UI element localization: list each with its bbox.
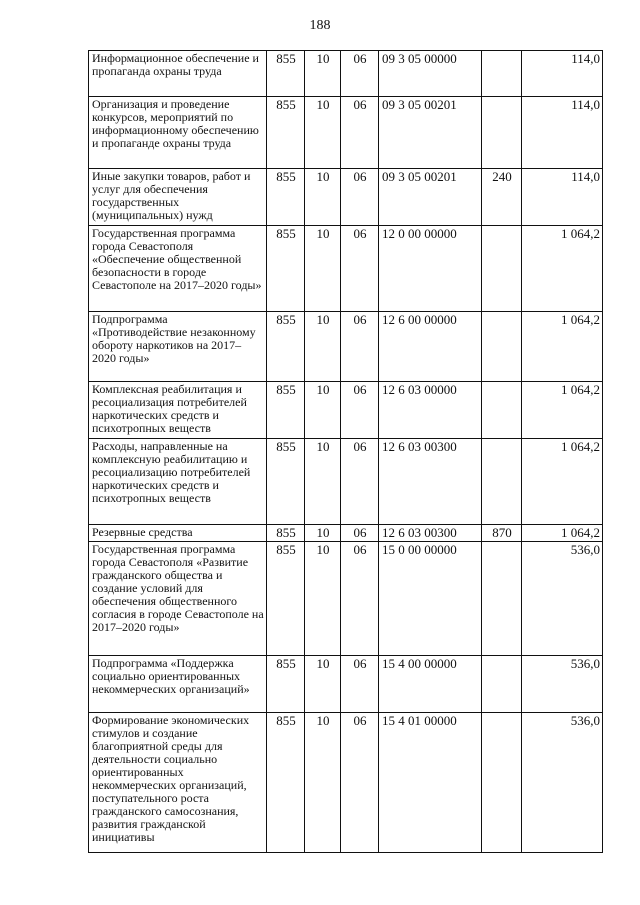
row-sum: 1 064,2	[522, 312, 603, 382]
row-name: Формирование экономических стимулов и создание благоприятной среды для деятельности социально ориентированных некоммерческих организаций, поступательного роста гражданского самосознания, развития гражданской инициативы	[89, 713, 267, 853]
row-ved: 855	[267, 656, 305, 713]
row-vr	[482, 312, 522, 382]
row-sum: 536,0	[522, 713, 603, 853]
row-name: Организация и проведение конкурсов, мероприятий по информационному обеспечению и пропаганде охраны труда	[89, 97, 267, 169]
row-pr: 06	[341, 169, 379, 226]
row-ved: 855	[267, 713, 305, 853]
row-pr: 06	[341, 713, 379, 853]
row-rz: 10	[305, 525, 341, 542]
row-vr: 870	[482, 525, 522, 542]
row-vr: 240	[482, 169, 522, 226]
row-name: Расходы, направленные на комплексную реабилитацию и ресоциализацию потребителей наркотических средств и психотропных веществ	[89, 439, 267, 525]
row-name: Иные закупки товаров, работ и услуг для обеспечения государственных (муниципальных) нужд	[89, 169, 267, 226]
row-csr: 09 3 05 00000	[379, 51, 482, 97]
row-rz: 10	[305, 97, 341, 169]
row-rz: 10	[305, 312, 341, 382]
row-rz: 10	[305, 226, 341, 312]
row-csr: 15 4 00 00000	[379, 656, 482, 713]
row-pr: 06	[341, 525, 379, 542]
row-name: Подпрограмма «Поддержка социально ориентированных некоммерческих организаций»	[89, 656, 267, 713]
row-rz: 10	[305, 382, 341, 439]
table-row	[89, 439, 603, 525]
table-row	[89, 382, 603, 439]
row-name: Государственная программа города Севастополя «Развитие гражданского общества и создание условий для обеспечения общественного согласия в городе Севастополе на 2017–2020 годы»	[89, 542, 267, 656]
row-sum: 536,0	[522, 656, 603, 713]
row-pr: 06	[341, 439, 379, 525]
row-name: Резервные средства	[89, 525, 267, 542]
row-csr: 09 3 05 00201	[379, 169, 482, 226]
row-csr: 15 4 01 00000	[379, 713, 482, 853]
row-ved: 855	[267, 525, 305, 542]
row-csr: 12 6 03 00300	[379, 439, 482, 525]
row-sum: 536,0	[522, 542, 603, 656]
page-number: 188	[309, 18, 331, 33]
table-row	[89, 97, 603, 169]
row-sum: 1 064,2	[522, 439, 603, 525]
row-vr	[482, 51, 522, 97]
row-name: Подпрограмма «Противодействие незаконному обороту наркотиков на 2017–2020 годы»	[89, 312, 267, 382]
row-pr: 06	[341, 656, 379, 713]
row-ved: 855	[267, 312, 305, 382]
row-ved: 855	[267, 97, 305, 169]
table-row	[89, 542, 603, 656]
row-pr: 06	[341, 226, 379, 312]
row-rz: 10	[305, 51, 341, 97]
row-ved: 855	[267, 439, 305, 525]
row-ved: 855	[267, 226, 305, 312]
row-sum: 114,0	[522, 169, 603, 226]
row-vr	[482, 713, 522, 853]
row-vr	[482, 656, 522, 713]
row-rz: 10	[305, 542, 341, 656]
table-row	[89, 713, 603, 853]
row-sum: 1 064,2	[522, 382, 603, 439]
row-ved: 855	[267, 542, 305, 656]
row-vr	[482, 439, 522, 525]
table-row	[89, 312, 603, 382]
row-pr: 06	[341, 542, 379, 656]
row-name: Комплексная реабилитация и ресоциализация потребителей наркотических средств и психотропных веществ	[89, 382, 267, 439]
table-row	[89, 525, 603, 542]
row-pr: 06	[341, 51, 379, 97]
row-sum: 1 064,2	[522, 525, 603, 542]
row-csr: 12 0 00 00000	[379, 226, 482, 312]
row-pr: 06	[341, 312, 379, 382]
row-ved: 855	[267, 51, 305, 97]
row-vr	[482, 226, 522, 312]
row-sum: 114,0	[522, 51, 603, 97]
row-ved: 855	[267, 169, 305, 226]
row-vr	[482, 97, 522, 169]
row-csr: 12 6 03 00300	[379, 525, 482, 542]
row-pr: 06	[341, 382, 379, 439]
row-pr: 06	[341, 97, 379, 169]
budget-table	[88, 50, 603, 853]
row-rz: 10	[305, 713, 341, 853]
row-csr: 09 3 05 00201	[379, 97, 482, 169]
table-row	[89, 656, 603, 713]
table-row	[89, 226, 603, 312]
table-row	[89, 51, 603, 97]
row-rz: 10	[305, 439, 341, 525]
row-rz: 10	[305, 169, 341, 226]
row-sum: 114,0	[522, 97, 603, 169]
row-vr	[482, 382, 522, 439]
table-row	[89, 169, 603, 226]
row-sum: 1 064,2	[522, 226, 603, 312]
row-name: Государственная программа города Севастополя «Обеспечение общественной безопасности в городе Севастополе на 2017–2020 годы»	[89, 226, 267, 312]
row-ved: 855	[267, 382, 305, 439]
row-csr: 15 0 00 00000	[379, 542, 482, 656]
row-rz: 10	[305, 656, 341, 713]
row-csr: 12 6 00 00000	[379, 312, 482, 382]
row-csr: 12 6 03 00000	[379, 382, 482, 439]
row-name: Информационное обеспечение и пропаганда охраны труда	[89, 51, 267, 97]
row-vr	[482, 542, 522, 656]
